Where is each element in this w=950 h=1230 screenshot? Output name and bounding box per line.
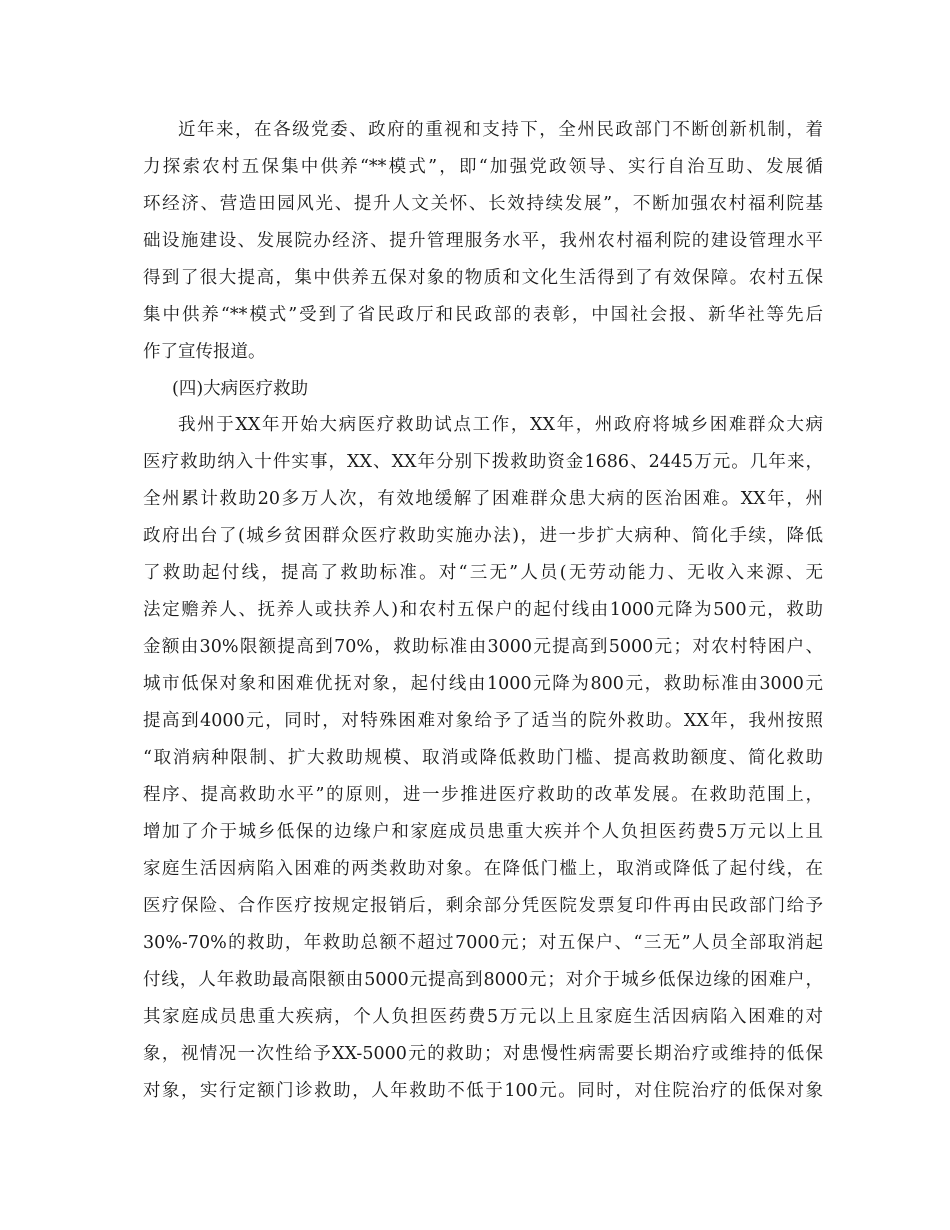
paragraph-1-line: 作了宣传报道。 xyxy=(143,342,266,362)
paragraph-1-line: 集中供养“**模式”受到了省民政厅和民政部的表彰，中国社会报、新华社等先后 xyxy=(143,305,823,325)
paragraph-2-line: 付线，人年救助最高限额由5000元提高到8000元；对介于城乡低保边缘的困难户， xyxy=(143,970,823,990)
paragraph-2-line: 全州累计救助20多万人次，有效地缓解了困难群众患大病的医治困难。XX年，州 xyxy=(143,489,823,509)
paragraph-2-line: 城市低保对象和困难优抚对象，起付线由1000元降为800元，救助标准由3000元 xyxy=(143,674,823,694)
paragraph-1-line: 环经济、营造田园风光、提升人文关怀、长效持续发展”，不断加强农村福利院基 xyxy=(143,194,823,214)
paragraph-2-line: 提高到4000元，同时，对特殊困难对象给予了适当的院外救助。XX年，我州按照 xyxy=(143,711,823,731)
paragraph-2-line: 对象，实行定额门诊救助，人年救助不低于100元。同时，对住院治疗的低保对象 xyxy=(143,1081,823,1101)
paragraph-2-line: 象，视情况一次性给予XX-5000元的救助；对患慢性病需要长期治疗或维持的低保 xyxy=(143,1044,823,1064)
paragraph-1-line: 近年来，在各级党委、政府的重视和支持下，全州民政部门不断创新机制，着 xyxy=(178,120,823,140)
paragraph-1-line: 力探索农村五保集中供养“**模式”，即“加强党政领导、实行自治互助、发展循 xyxy=(143,157,823,177)
paragraph-2-line: “取消病种限制、扩大救助规模、取消或降低救助门槛、提高救助额度、简化救助 xyxy=(143,748,823,768)
paragraph-2-line: 政府出台了(城乡贫困群众医疗救助实施办法)，进一步扩大病种、简化手续，降低 xyxy=(143,526,823,546)
paragraph-2-line: 我州于XX年开始大病医疗救助试点工作，XX年，州政府将城乡困难群众大病 xyxy=(178,415,823,435)
paragraph-2-line: 增加了介于城乡低保的边缘户和家庭成员患重大疾并个人负担医药费5万元以上且 xyxy=(143,822,823,842)
paragraph-1-line: 得到了很大提高，集中供养五保对象的物质和文化生活得到了有效保障。农村五保 xyxy=(143,268,823,288)
paragraph-2-line: 医疗救助纳入十件实事，XX、XX年分别下拨救助资金1686、2445万元。几年来， xyxy=(143,452,823,472)
paragraph-2-line: 医疗保险、合作医疗按规定报销后，剩余部分凭医院发票复印件再由民政部门给予 xyxy=(143,896,823,916)
paragraph-2-line: 法定赡养人、抚养人或扶养人)和农村五保户的起付线由1000元降为500元，救助 xyxy=(143,600,823,620)
paragraph-2-line: 金额由30%限额提高到70%，救助标准由3000元提高到5000元；对农村特困户、 xyxy=(143,637,823,657)
paragraph-1-line: 础设施建设、发展院办经济、提升管理服务水平，我州农村福利院的建设管理水平 xyxy=(143,231,823,251)
paragraph-2-line: 其家庭成员患重大疾病，个人负担医药费5万元以上且家庭生活因病陷入困难的对 xyxy=(143,1007,823,1027)
paragraph-2-line: 30%-70%的救助，年救助总额不超过7000元；对五保户、“三无”人员全部取消起 xyxy=(143,933,823,953)
section-heading: (四)大病医疗救助 xyxy=(172,379,309,399)
paragraph-2-line: 程序、提高救助水平”的原则，进一步推进医疗救助的改革发展。在救助范围上， xyxy=(143,785,823,805)
paragraph-2-line: 了救助起付线，提高了救助标准。对“三无”人员(无劳动能力、无收入来源、无 xyxy=(143,563,823,583)
paragraph-2-line: 家庭生活因病陷入困难的两类救助对象。在降低门槛上，取消或降低了起付线，在 xyxy=(143,859,823,879)
